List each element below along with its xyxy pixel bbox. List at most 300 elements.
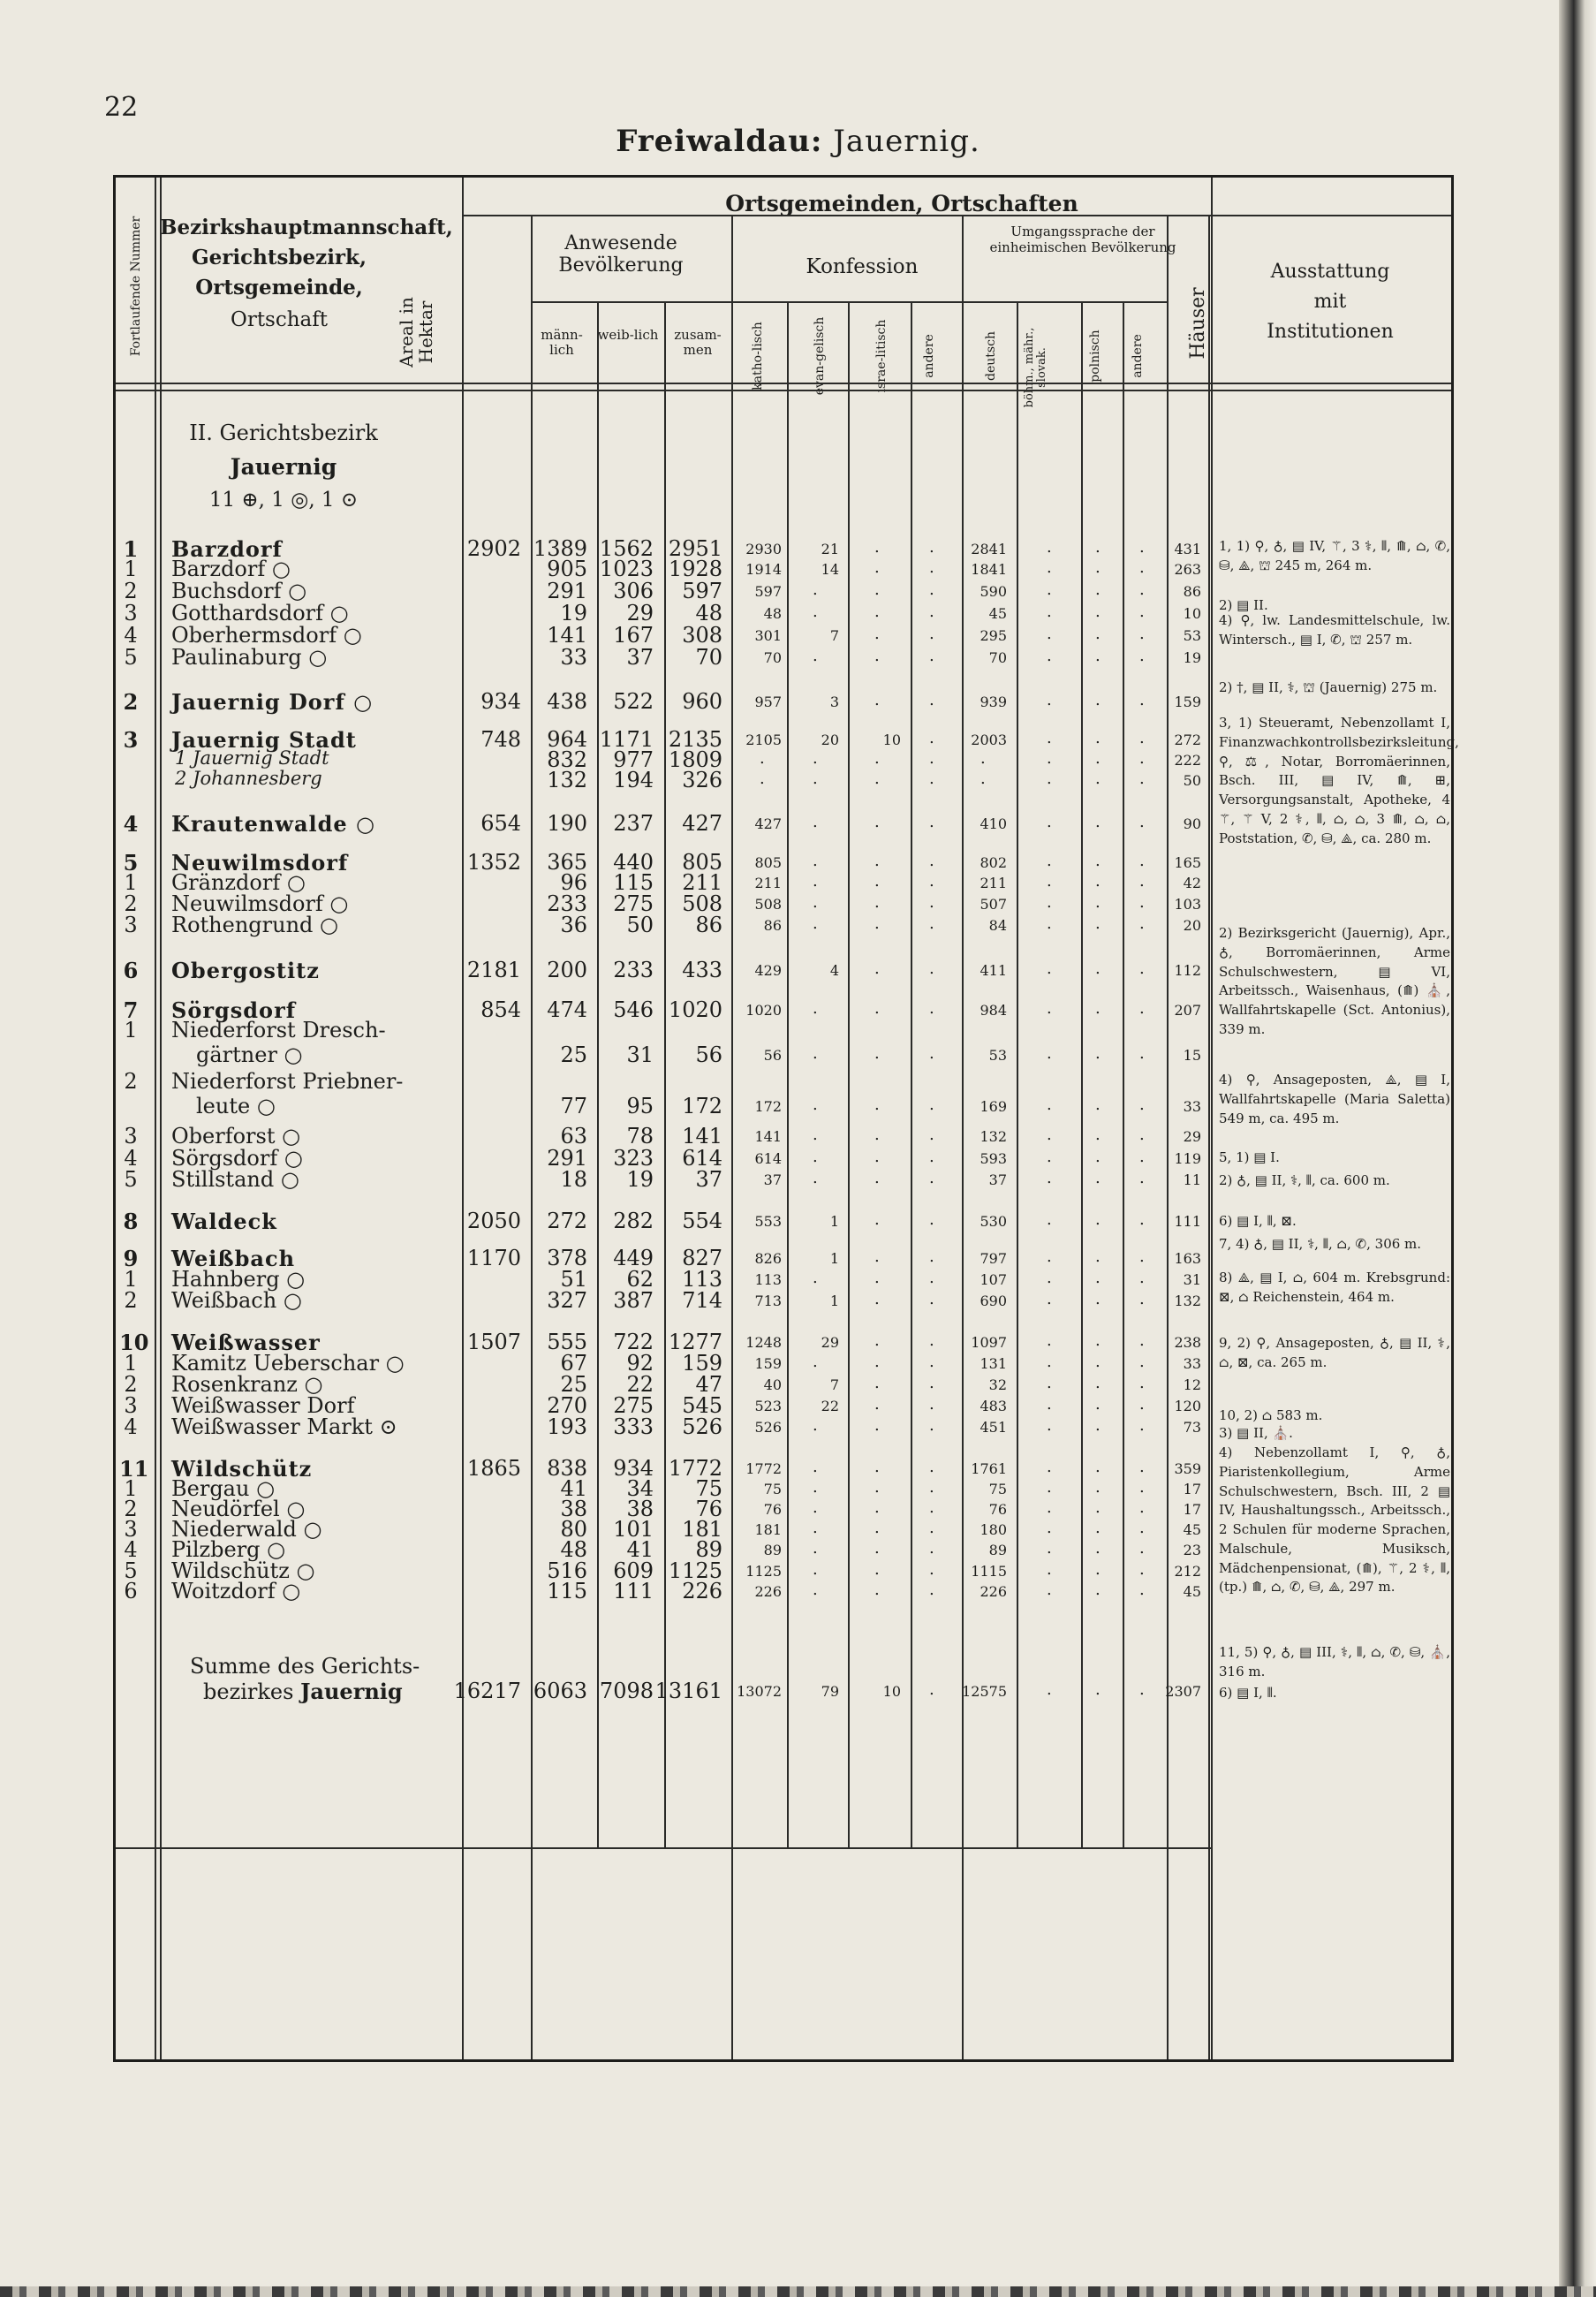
cell-m: 96 bbox=[560, 870, 587, 895]
cell-de: 2841 bbox=[971, 541, 1007, 557]
sum-cell-ev: 79 bbox=[821, 1683, 839, 1700]
empty-cell-dot: . bbox=[813, 603, 818, 621]
empty-cell-dot: . bbox=[813, 1169, 818, 1187]
cell-f: 440 bbox=[613, 850, 654, 875]
cell-kat: 70 bbox=[763, 649, 782, 666]
row-number: 2 bbox=[124, 579, 138, 603]
cell-f: 546 bbox=[613, 997, 654, 1022]
cell-f: 722 bbox=[613, 1330, 654, 1354]
header-area: Areal in Hektar bbox=[396, 297, 436, 368]
empty-cell-dot: . bbox=[1095, 1269, 1101, 1287]
cell-h: 20 bbox=[1183, 917, 1201, 934]
empty-cell-dot: . bbox=[1095, 1560, 1101, 1579]
cell-f: 275 bbox=[613, 1393, 654, 1418]
empty-cell-dot: . bbox=[813, 1519, 818, 1537]
cell-kat: 1125 bbox=[745, 1563, 782, 1580]
cell-de: 32 bbox=[988, 1376, 1007, 1393]
empty-cell-dot: . bbox=[1047, 1416, 1052, 1435]
empty-cell-dot: . bbox=[813, 769, 818, 788]
empty-cell-dot: . bbox=[1095, 538, 1101, 557]
cell-h: 15 bbox=[1183, 1047, 1201, 1064]
cell-f: 78 bbox=[626, 1124, 654, 1148]
row-number: 6 bbox=[124, 1579, 138, 1603]
cell-f: 1562 bbox=[599, 536, 654, 561]
empty-cell-dot: . bbox=[1095, 1539, 1101, 1558]
cell-f: 333 bbox=[613, 1414, 654, 1439]
empty-cell-dot: . bbox=[1139, 1247, 1145, 1266]
cell-kat: 40 bbox=[763, 1376, 782, 1393]
cell-m: 200 bbox=[547, 958, 587, 982]
sum-cell-m: 6063 bbox=[533, 1679, 587, 1703]
cell-f: 62 bbox=[626, 1267, 654, 1292]
empty-cell-dot: . bbox=[929, 647, 934, 665]
row-name: Paulinaburg ○ bbox=[171, 645, 328, 670]
header-evangelical: evan-gelisch bbox=[813, 316, 827, 396]
empty-cell-dot: . bbox=[874, 749, 880, 768]
empty-cell-dot: . bbox=[1047, 647, 1052, 665]
empty-cell-dot: . bbox=[1047, 1353, 1052, 1371]
institution-entry: 2) ♁, ▤ II, ⚕, ⫴, ca. 600 m. bbox=[1219, 1172, 1390, 1188]
empty-cell-dot: . bbox=[813, 1539, 818, 1558]
cell-de: 593 bbox=[980, 1150, 1007, 1167]
empty-cell-dot: . bbox=[1139, 1169, 1145, 1187]
empty-cell-dot: . bbox=[1139, 959, 1145, 978]
empty-cell-dot: . bbox=[760, 769, 765, 788]
empty-cell-dot: . bbox=[1095, 729, 1101, 747]
row-name: Oberforst ○ bbox=[171, 1124, 301, 1148]
row-number: 3 bbox=[124, 601, 138, 625]
cell-h: 272 bbox=[1174, 732, 1201, 748]
row-number: 4 bbox=[124, 1414, 138, 1439]
cell-m: 33 bbox=[560, 645, 587, 670]
cell-de: 797 bbox=[980, 1250, 1007, 1267]
empty-cell-dot: . bbox=[1095, 1581, 1101, 1599]
empty-cell-dot: . bbox=[929, 959, 934, 978]
header-running-number: Fortlaufende Nummer bbox=[129, 216, 143, 357]
cell-f: 275 bbox=[613, 891, 654, 916]
empty-cell-dot: . bbox=[980, 749, 986, 768]
cell-kat: 713 bbox=[754, 1293, 782, 1309]
empty-cell-dot: . bbox=[874, 647, 880, 665]
cell-de: 89 bbox=[988, 1542, 1007, 1558]
cell-area: 2902 bbox=[466, 536, 521, 561]
row-number: 1 bbox=[124, 1267, 138, 1292]
empty-cell-dot: . bbox=[813, 1044, 818, 1063]
empty-cell-dot: . bbox=[929, 729, 934, 747]
row-name: Rosenkranz ○ bbox=[171, 1372, 323, 1397]
cell-h: 33 bbox=[1183, 1355, 1201, 1372]
empty-cell-dot: . bbox=[1047, 1290, 1052, 1308]
row-number: 1 bbox=[124, 1476, 138, 1501]
empty-cell-dot: . bbox=[929, 1519, 934, 1537]
row-number: 10 bbox=[119, 1330, 149, 1355]
empty-cell-dot: . bbox=[1047, 1519, 1052, 1537]
row-number: 5 bbox=[124, 1558, 138, 1583]
row-number: 4 bbox=[123, 811, 139, 837]
cell-f: 101 bbox=[613, 1517, 654, 1542]
cell-kat: 957 bbox=[754, 694, 782, 710]
empty-cell-dot: . bbox=[813, 852, 818, 870]
empty-cell-dot: . bbox=[813, 749, 818, 768]
cell-t: 960 bbox=[682, 689, 722, 714]
empty-cell-dot: . bbox=[1047, 558, 1052, 577]
institution-entry: 8) ⟁, ▤ I, ⌂, 604 m. Krebsgrund: ⊠, ⌂ Reichenstein, 464 m. bbox=[1219, 1270, 1450, 1305]
cell-f: 449 bbox=[613, 1246, 654, 1270]
row-name: Pilzberg ○ bbox=[171, 1537, 286, 1562]
row-name: Obergostitz bbox=[171, 958, 320, 983]
header-language: Umgangssprache der einheimischen Bevölkerung bbox=[989, 224, 1176, 255]
empty-cell-dot: . bbox=[1095, 691, 1101, 709]
table-vertical-rule bbox=[1081, 301, 1083, 1847]
empty-cell-dot: . bbox=[1047, 1581, 1052, 1599]
cell-t: 545 bbox=[682, 1393, 722, 1418]
empty-cell-dot: . bbox=[874, 1126, 880, 1144]
cell-de: 53 bbox=[988, 1047, 1007, 1064]
row-name: Weißwasser bbox=[171, 1330, 321, 1355]
empty-cell-dot: . bbox=[1139, 1044, 1145, 1063]
cell-h: 120 bbox=[1174, 1398, 1201, 1414]
cell-de: 530 bbox=[980, 1213, 1007, 1230]
cell-kat: 427 bbox=[754, 815, 782, 832]
cell-f: 19 bbox=[626, 1167, 654, 1192]
empty-cell-dot: . bbox=[1139, 647, 1145, 665]
cell-de: 295 bbox=[980, 627, 1007, 644]
cell-m: 51 bbox=[560, 1267, 587, 1292]
empty-cell-dot: . bbox=[1095, 914, 1101, 933]
sum-label-1: Summe des Gerichts- bbox=[190, 1654, 420, 1679]
cell-m: 438 bbox=[547, 689, 587, 714]
cell-f: 609 bbox=[613, 1558, 654, 1583]
empty-cell-dot: . bbox=[1047, 1374, 1052, 1392]
empty-cell-dot: . bbox=[1139, 1498, 1145, 1517]
cell-m: 555 bbox=[547, 1330, 587, 1354]
cell-kat: 523 bbox=[754, 1398, 782, 1414]
cell-kat: 48 bbox=[763, 605, 782, 622]
cell-t: 76 bbox=[695, 1497, 722, 1521]
cell-h: 17 bbox=[1183, 1481, 1201, 1497]
institution-entry: 2) †, ▤ II, ⚕, ⛫ (Jauernig) 275 m. bbox=[1219, 679, 1438, 695]
cell-t: 1809 bbox=[668, 747, 722, 772]
cell-f: 111 bbox=[613, 1579, 654, 1603]
header-district-3: Ortsgemeinde, bbox=[195, 276, 363, 299]
cell-h: 73 bbox=[1183, 1419, 1201, 1436]
empty-cell-dot: . bbox=[874, 558, 880, 577]
empty-cell-dot: . bbox=[1139, 558, 1145, 577]
cell-m: 270 bbox=[547, 1393, 587, 1418]
row-name: Oberhermsdorf ○ bbox=[171, 623, 362, 648]
row-number: 1 bbox=[124, 870, 138, 895]
cell-de: 939 bbox=[980, 694, 1007, 710]
cell-ev: 7 bbox=[829, 627, 839, 644]
empty-cell-dot: . bbox=[1139, 729, 1145, 747]
cell-kat: 1772 bbox=[745, 1460, 782, 1477]
empty-cell-dot: . bbox=[1139, 538, 1145, 557]
cell-m: 272 bbox=[547, 1209, 587, 1233]
cell-de: 45 bbox=[988, 605, 1007, 622]
empty-cell-dot: . bbox=[929, 1395, 934, 1414]
empty-cell-dot: . bbox=[874, 1044, 880, 1063]
row-name: Wildschütz bbox=[171, 1456, 313, 1482]
empty-cell-dot: . bbox=[929, 538, 934, 557]
empty-cell-dot: . bbox=[874, 580, 880, 599]
empty-cell-dot: . bbox=[1047, 914, 1052, 933]
empty-cell-dot: . bbox=[1139, 813, 1145, 831]
empty-cell-dot: . bbox=[1095, 1478, 1101, 1497]
empty-cell-dot: . bbox=[980, 769, 986, 788]
empty-cell-dot: . bbox=[929, 914, 934, 933]
row-number: 5 bbox=[124, 645, 138, 670]
cell-f: 50 bbox=[626, 913, 654, 937]
cell-h: 90 bbox=[1183, 815, 1201, 832]
empty-cell-dot: . bbox=[874, 1458, 880, 1476]
cell-h: 112 bbox=[1174, 962, 1201, 979]
row-name: Weißwasser Dorf bbox=[171, 1393, 355, 1418]
row-number: 3 bbox=[124, 1517, 138, 1542]
empty-cell-dot: . bbox=[1047, 538, 1052, 557]
cell-m: 193 bbox=[547, 1414, 587, 1439]
institution-entry: 4) ⚲, lw. Landesmittelschule, lw. Wintersch., ▤ I, ✆, ⛫ 257 m. bbox=[1219, 612, 1450, 648]
cell-area: 1865 bbox=[466, 1456, 521, 1481]
sum-cell-area: 16217 bbox=[453, 1679, 521, 1703]
cell-ev: 1 bbox=[829, 1293, 839, 1309]
empty-cell-dot: . bbox=[813, 1498, 818, 1517]
row-name: Weißbach bbox=[171, 1246, 296, 1271]
header-total: zusam-men bbox=[674, 327, 722, 359]
cell-kat: 805 bbox=[754, 854, 782, 871]
cell-isr: 10 bbox=[882, 732, 901, 748]
page-title bbox=[0, 124, 1596, 159]
cell-m: 964 bbox=[547, 727, 587, 752]
empty-cell-dot: . bbox=[929, 1416, 934, 1435]
cell-m: 63 bbox=[560, 1124, 587, 1148]
header-confession: Konfession bbox=[806, 255, 919, 278]
empty-cell-dot: . bbox=[1095, 1095, 1101, 1114]
empty-cell-dot: . bbox=[1139, 1210, 1145, 1229]
empty-cell-dot: . bbox=[929, 1680, 934, 1699]
empty-cell-dot: . bbox=[1095, 999, 1101, 1018]
cell-f: 29 bbox=[626, 601, 654, 625]
cell-h: 10 bbox=[1183, 605, 1201, 622]
table-horizontal-rule bbox=[116, 390, 1451, 391]
row-number: 3 bbox=[123, 727, 139, 753]
empty-cell-dot: . bbox=[874, 625, 880, 643]
empty-cell-dot: . bbox=[874, 1148, 880, 1166]
cell-ev: 7 bbox=[829, 1376, 839, 1393]
cell-m: 291 bbox=[547, 1146, 587, 1171]
empty-cell-dot: . bbox=[1139, 1519, 1145, 1537]
cell-kat: 826 bbox=[754, 1250, 782, 1267]
row-name: Wildschütz ○ bbox=[171, 1558, 315, 1583]
cell-de: 70 bbox=[988, 649, 1007, 666]
row-name: Buchsdorf ○ bbox=[171, 579, 307, 603]
cell-kat: 159 bbox=[754, 1355, 782, 1372]
cell-t: 47 bbox=[695, 1372, 722, 1397]
row-name: Niederforst Dresch- bbox=[171, 1018, 386, 1042]
empty-cell-dot: . bbox=[1095, 1498, 1101, 1517]
cell-t: 714 bbox=[682, 1288, 722, 1313]
cell-m: 516 bbox=[547, 1558, 587, 1583]
cell-h: 45 bbox=[1183, 1583, 1201, 1600]
sum-cell-h: 2307 bbox=[1165, 1683, 1201, 1700]
empty-cell-dot: . bbox=[929, 749, 934, 768]
cell-kat: 1248 bbox=[745, 1334, 782, 1351]
row-name: Hahnberg ○ bbox=[171, 1267, 306, 1292]
empty-cell-dot: . bbox=[1047, 1269, 1052, 1287]
empty-cell-dot: . bbox=[1095, 1210, 1101, 1229]
cell-m: 141 bbox=[547, 623, 587, 648]
cell-t: 172 bbox=[682, 1094, 722, 1118]
empty-cell-dot: . bbox=[813, 1478, 818, 1497]
empty-cell-dot: . bbox=[929, 813, 934, 831]
cell-kat: 2105 bbox=[745, 732, 782, 748]
header-houses: Häuser bbox=[1187, 287, 1209, 360]
row-name: Sörgsdorf bbox=[171, 997, 297, 1023]
empty-cell-dot: . bbox=[874, 1539, 880, 1558]
cell-t: 86 bbox=[695, 913, 722, 937]
cell-f: 167 bbox=[613, 623, 654, 648]
cell-de: 411 bbox=[980, 962, 1007, 979]
table-vertical-rule bbox=[160, 178, 162, 2059]
row-number: 4 bbox=[124, 1146, 138, 1171]
cell-de: 1761 bbox=[971, 1460, 1007, 1477]
cell-t: 1277 bbox=[668, 1330, 722, 1354]
row-name: Barzdorf ○ bbox=[171, 557, 291, 581]
cell-de: 1097 bbox=[971, 1334, 1007, 1351]
empty-cell-dot: . bbox=[1095, 1247, 1101, 1266]
empty-cell-dot: . bbox=[874, 1395, 880, 1414]
row-name: 1 Jauernig Stadt bbox=[175, 747, 329, 769]
cell-t: 1772 bbox=[668, 1456, 722, 1481]
cell-h: 207 bbox=[1174, 1002, 1201, 1019]
empty-cell-dot: . bbox=[874, 959, 880, 978]
empty-cell-dot: . bbox=[1095, 603, 1101, 621]
cell-f: 1171 bbox=[599, 727, 654, 752]
row-number: 2 bbox=[124, 1372, 138, 1397]
sum-cell-t: 13161 bbox=[654, 1679, 722, 1703]
cell-m: 25 bbox=[560, 1042, 587, 1067]
title-rest: Jauernig. bbox=[822, 124, 980, 159]
cell-f: 1023 bbox=[599, 557, 654, 581]
institution-entry: 4) ⚲, Ansageposten, ⟁, ▤ I, Wallfahrtskapelle (Maria Saletta) 549 m, ca. 495 m. bbox=[1219, 1072, 1450, 1126]
cell-f: 237 bbox=[613, 811, 654, 836]
row-number: 2 bbox=[123, 689, 139, 715]
cell-f: 31 bbox=[626, 1042, 654, 1067]
empty-cell-dot: . bbox=[1047, 959, 1052, 978]
empty-cell-dot: . bbox=[1047, 813, 1052, 831]
cell-t: 1125 bbox=[668, 1558, 722, 1583]
empty-cell-dot: . bbox=[1095, 893, 1101, 912]
scan-edge-shadow bbox=[1559, 0, 1596, 2297]
row-name: Krautenwalde ○ bbox=[171, 811, 375, 837]
empty-cell-dot: . bbox=[1139, 1374, 1145, 1392]
cell-de: 76 bbox=[988, 1501, 1007, 1518]
cell-ev: 1 bbox=[829, 1213, 839, 1230]
header-population: Anwesende Bevölkerung bbox=[558, 232, 684, 277]
sum-cell-isr: 10 bbox=[882, 1683, 901, 1700]
row-name-continued: leute ○ bbox=[196, 1094, 276, 1118]
cell-kat: 181 bbox=[754, 1521, 782, 1538]
cell-h: 11 bbox=[1183, 1171, 1201, 1188]
empty-cell-dot: . bbox=[1047, 852, 1052, 870]
empty-cell-dot: . bbox=[1047, 749, 1052, 768]
sum-label-2 bbox=[203, 1679, 403, 1704]
cell-m: 25 bbox=[560, 1372, 587, 1397]
cell-kat: 113 bbox=[754, 1271, 782, 1288]
row-number: 3 bbox=[124, 1393, 138, 1418]
empty-cell-dot: . bbox=[929, 580, 934, 599]
empty-cell-dot: . bbox=[929, 1560, 934, 1579]
empty-cell-dot: . bbox=[1095, 558, 1101, 577]
cell-kat: 56 bbox=[763, 1047, 782, 1064]
cell-f: 387 bbox=[613, 1288, 654, 1313]
cell-h: 53 bbox=[1183, 627, 1201, 644]
empty-cell-dot: . bbox=[1095, 1458, 1101, 1476]
institution-entry: 6) ▤ I, ⫴, ⊠. bbox=[1219, 1213, 1297, 1229]
institution-entry: 4) Nebenzollamt I, ⚲, ♁, Piaristenkollegium, Arme Schulschwestern, Bsch. III, 2 ▤ IV, Haushaltungssch., Arbeitssch., 2 Schulen für moderne Sprachen, Malschule, Musiksch, Mädchenpensionat, (⟰), ⚚, 2 ⚕, ⫴, (tp.) ⟰, ⌂, ✆, ⛁, ⟁, 297 m. bbox=[1219, 1444, 1450, 1596]
empty-cell-dot: . bbox=[1139, 1331, 1145, 1350]
cell-t: 141 bbox=[682, 1124, 722, 1148]
row-number: 2 bbox=[124, 1288, 138, 1313]
empty-cell-dot: . bbox=[1095, 1126, 1101, 1144]
empty-cell-dot: . bbox=[929, 1498, 934, 1517]
empty-cell-dot: . bbox=[1047, 603, 1052, 621]
cell-t: 827 bbox=[682, 1246, 722, 1270]
row-name: Bergau ○ bbox=[171, 1476, 276, 1501]
empty-cell-dot: . bbox=[1047, 1095, 1052, 1114]
cell-t: 48 bbox=[695, 601, 722, 625]
empty-cell-dot: . bbox=[874, 1416, 880, 1435]
empty-cell-dot: . bbox=[929, 999, 934, 1018]
table-vertical-rule bbox=[1211, 178, 1213, 2059]
empty-cell-dot: . bbox=[1047, 893, 1052, 912]
cell-area: 1170 bbox=[466, 1246, 521, 1270]
cell-kat: 429 bbox=[754, 962, 782, 979]
cell-h: 12 bbox=[1183, 1376, 1201, 1393]
cell-ev: 20 bbox=[821, 732, 839, 748]
empty-cell-dot: . bbox=[874, 852, 880, 870]
table-vertical-rule bbox=[462, 178, 464, 2059]
row-name: Weißbach ○ bbox=[171, 1288, 302, 1313]
empty-cell-dot: . bbox=[813, 813, 818, 831]
empty-cell-dot: . bbox=[929, 1044, 934, 1063]
cell-t: 308 bbox=[682, 623, 722, 648]
row-number: 2 bbox=[124, 1497, 138, 1521]
empty-cell-dot: . bbox=[1095, 813, 1101, 831]
institution-entry: 11, 5) ⚲, ♁, ▤ III, ⚕, ⫴, ⌂, ✆, ⛁, ⛪, 316 m. bbox=[1219, 1644, 1450, 1679]
empty-cell-dot: . bbox=[1095, 1395, 1101, 1414]
cell-de: 169 bbox=[980, 1098, 1007, 1115]
empty-cell-dot: . bbox=[1139, 1478, 1145, 1497]
empty-cell-dot: . bbox=[929, 558, 934, 577]
institution-entry: 1, 1) ⚲, ♁, ▤ IV, ⚚, 3 ⚕, ⫴, ⟰, ⌂, ✆, ⛁, ⟁, ⛫ 245 m, 264 m. bbox=[1219, 538, 1450, 573]
cell-t: 159 bbox=[682, 1351, 722, 1376]
cell-h: 29 bbox=[1183, 1128, 1201, 1145]
header-communities: Ortsgemeinden, Ortschaften bbox=[725, 191, 1078, 216]
cell-area: 1352 bbox=[466, 850, 521, 875]
cell-de: 451 bbox=[980, 1419, 1007, 1436]
cell-de: 37 bbox=[988, 1171, 1007, 1188]
row-name: Kamitz Ueberschar ○ bbox=[171, 1351, 405, 1376]
cell-kat: 89 bbox=[763, 1542, 782, 1558]
row-number: 4 bbox=[124, 623, 138, 648]
empty-cell-dot: . bbox=[1139, 603, 1145, 621]
cell-f: 92 bbox=[626, 1351, 654, 1376]
cell-kat: 614 bbox=[754, 1150, 782, 1167]
empty-cell-dot: . bbox=[1047, 1247, 1052, 1266]
cell-de: 984 bbox=[980, 1002, 1007, 1019]
empty-cell-dot: . bbox=[1047, 769, 1052, 788]
cell-t: 614 bbox=[682, 1146, 722, 1171]
